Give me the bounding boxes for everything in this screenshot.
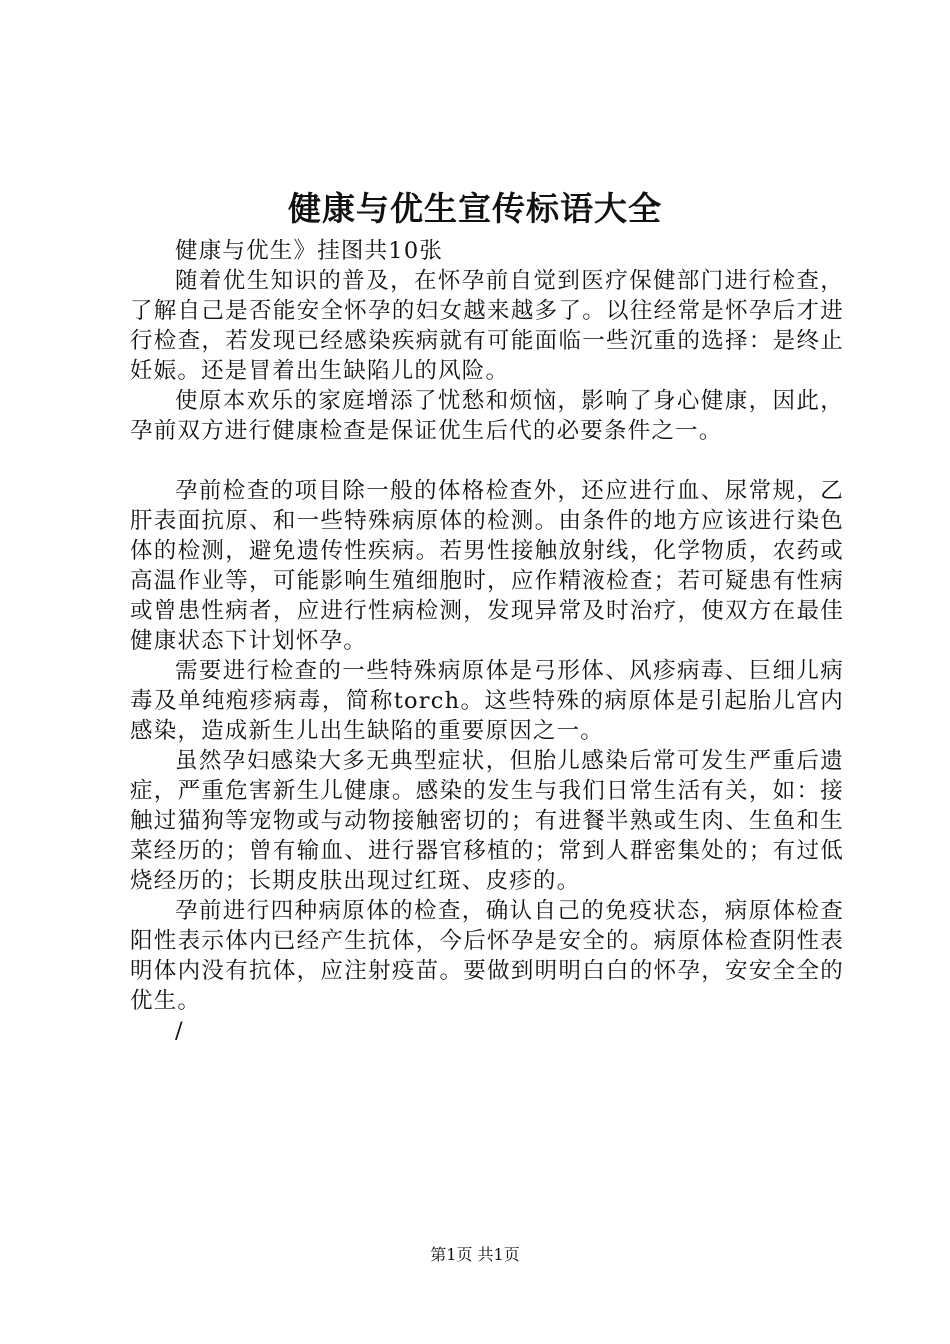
blank-line	[130, 446, 844, 476]
paragraph: 孕前检查的项目除一般的体格检查外，还应进行血、尿常规，乙肝表面抗原、和一些特殊病原体的检测。由条件的地方应该进行染色体的检测，避免遗传性疾病。若男性接触放射线，化学物质，农药或高温作业等，可能影响生殖细胞时，应作精液检查；若可疑患有性病或曾患性病者，应进行性病检测，发现异常及时治疗，使双方在最佳健康状态下计划怀孕。	[130, 478, 844, 654]
paragraph-slash: /	[175, 1018, 184, 1044]
paragraph: 随着优生知识的普及，在怀孕前自觉到医疗保健部门进行检查，了解自己是否能安全怀孕的妇女越来越多了。以往经常是怀孕后才进行检查，若发现已经感染疾病就有可能面临一些沉重的选择：是终止妊娠。还是冒着出生缺陷儿的风险。	[130, 268, 844, 384]
paragraph: 使原本欢乐的家庭增添了忧愁和烦恼，影响了身心健康，因此，孕前双方进行健康检查是保证优生后代的必要条件之一。	[130, 388, 844, 444]
document-title: 健康与优生宣传标语大全	[288, 189, 662, 228]
paragraph: 孕前进行四种病原体的检查，确认自己的免疫状态，病原体检查阳性表示体内已经产生抗体，今后怀孕是安全的。病原体检查阴性表明体内没有抗体，应注射疫苗。要做到明明白白的怀孕，安安全全的优生。	[130, 898, 844, 1014]
paragraph: 需要进行检查的一些特殊病原体是弓形体、风疹病毒、巨细儿病毒及单纯疱疹病毒，简称torch。这些特殊的病原体是引起胎儿宫内感染，造成新生儿出生缺陷的重要原因之一。	[130, 658, 844, 744]
paragraph-subtitle: 健康与优生》挂图共10张	[175, 238, 444, 264]
document-body	[130, 236, 844, 1046]
paragraph: 虽然孕妇感染大多无典型症状，但胎儿感染后常可发生严重后遗症，严重危害新生儿健康。感染的发生与我们日常生活有关，如：接触过猫狗等宠物或与动物接触密切的；有进餐半熟或生肉、生鱼和生菜经历的；曾有输血、进行器官移植的；常到人群密集处的；有过低烧经历的；长期皮肤出现过红斑、皮疹的。	[130, 748, 844, 894]
page-footer: 第1页 共1页	[430, 1245, 520, 1264]
